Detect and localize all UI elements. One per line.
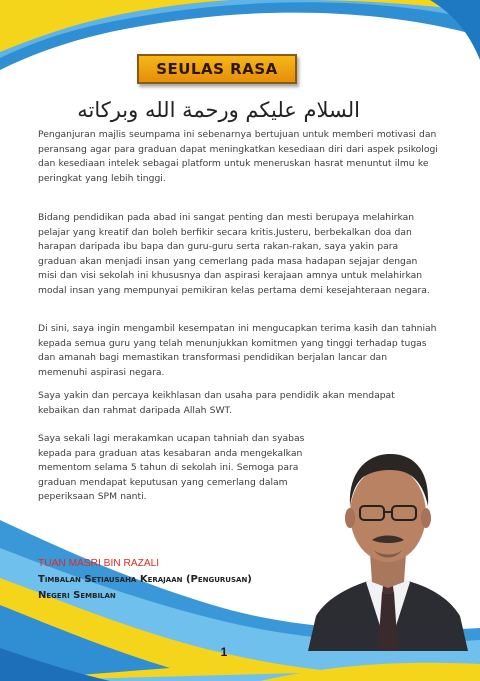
signatory-title: Timbalan Setiausaha Kerajaan (Pengurusan)	[38, 574, 252, 585]
official-portrait-photo	[308, 436, 468, 651]
title-banner	[137, 54, 297, 84]
page-title: SEULAS RASA	[156, 60, 278, 78]
signatory-name: TUAN MASRI BIN RAZALI	[38, 558, 160, 569]
body-paragraph-2: Bidang pendidikan pada abad ini sangat penting dan mesti berupaya melahirkan pelajar yang kreatif dan boleh berfikir secara kritis.Justeru, berbekalkan doa dan harapan daripada ibu bapa dan guru-guru serta rakan-rakan, saya yakin para graduan akan menjadi insan yang cemerlang pada masa hadapan sejajar dengan misi dan visi sekolah ini khususnya dan aspirasi kerajaan amnya untuk melahirkan modal insan yang mempunyai pemikiran kelas pertama demi kesejahteraan negara.	[38, 212, 430, 296]
body-paragraph-5: Saya sekali lagi merakamkan ucapan tahniah dan syabas kepada para graduan atas kesabaran anda mengekalkan mementom selama 5 tahun di sekolah ini. Semoga para graduan mendapat keputusan yang cemerlang dalam peperiksaan SPM nanti.	[38, 433, 305, 503]
body-paragraph-3: Di sini, saya ingin mengambil kesempatan ini mengucapkan terima kasih dan tahniah kepada semua guru yang telah menunjukkan komitmen yang tinggi terhadap tugas dan amanah bagi memastikan transformasi pendidikan berjalan lancar dan memenuhi aspirasi negara.	[38, 323, 437, 378]
signatory-state: Negeri Sembilan	[38, 590, 116, 601]
page-number: 1	[220, 645, 228, 659]
arabic-salutation: السلام عليكم ورحمة الله وبركاته	[77, 98, 360, 122]
body-paragraph-4: Saya yakin dan percaya keikhlasan dan usaha para pendidik akan mendapat kebaikan dan rahmat daripada Allah SWT.	[38, 390, 395, 416]
body-paragraph-1: Penganjuran majlis seumpama ini sebenarnya bertujuan untuk memberi motivasi dan peransang agar para graduan dapat meningkatkan kesediaan diri dari aspek psikologi dan kesediaan intelek sebagai platform untuk meneruskan hasrat menuntut ilmu ke peringkat yang lebih tinggi.	[38, 129, 438, 184]
